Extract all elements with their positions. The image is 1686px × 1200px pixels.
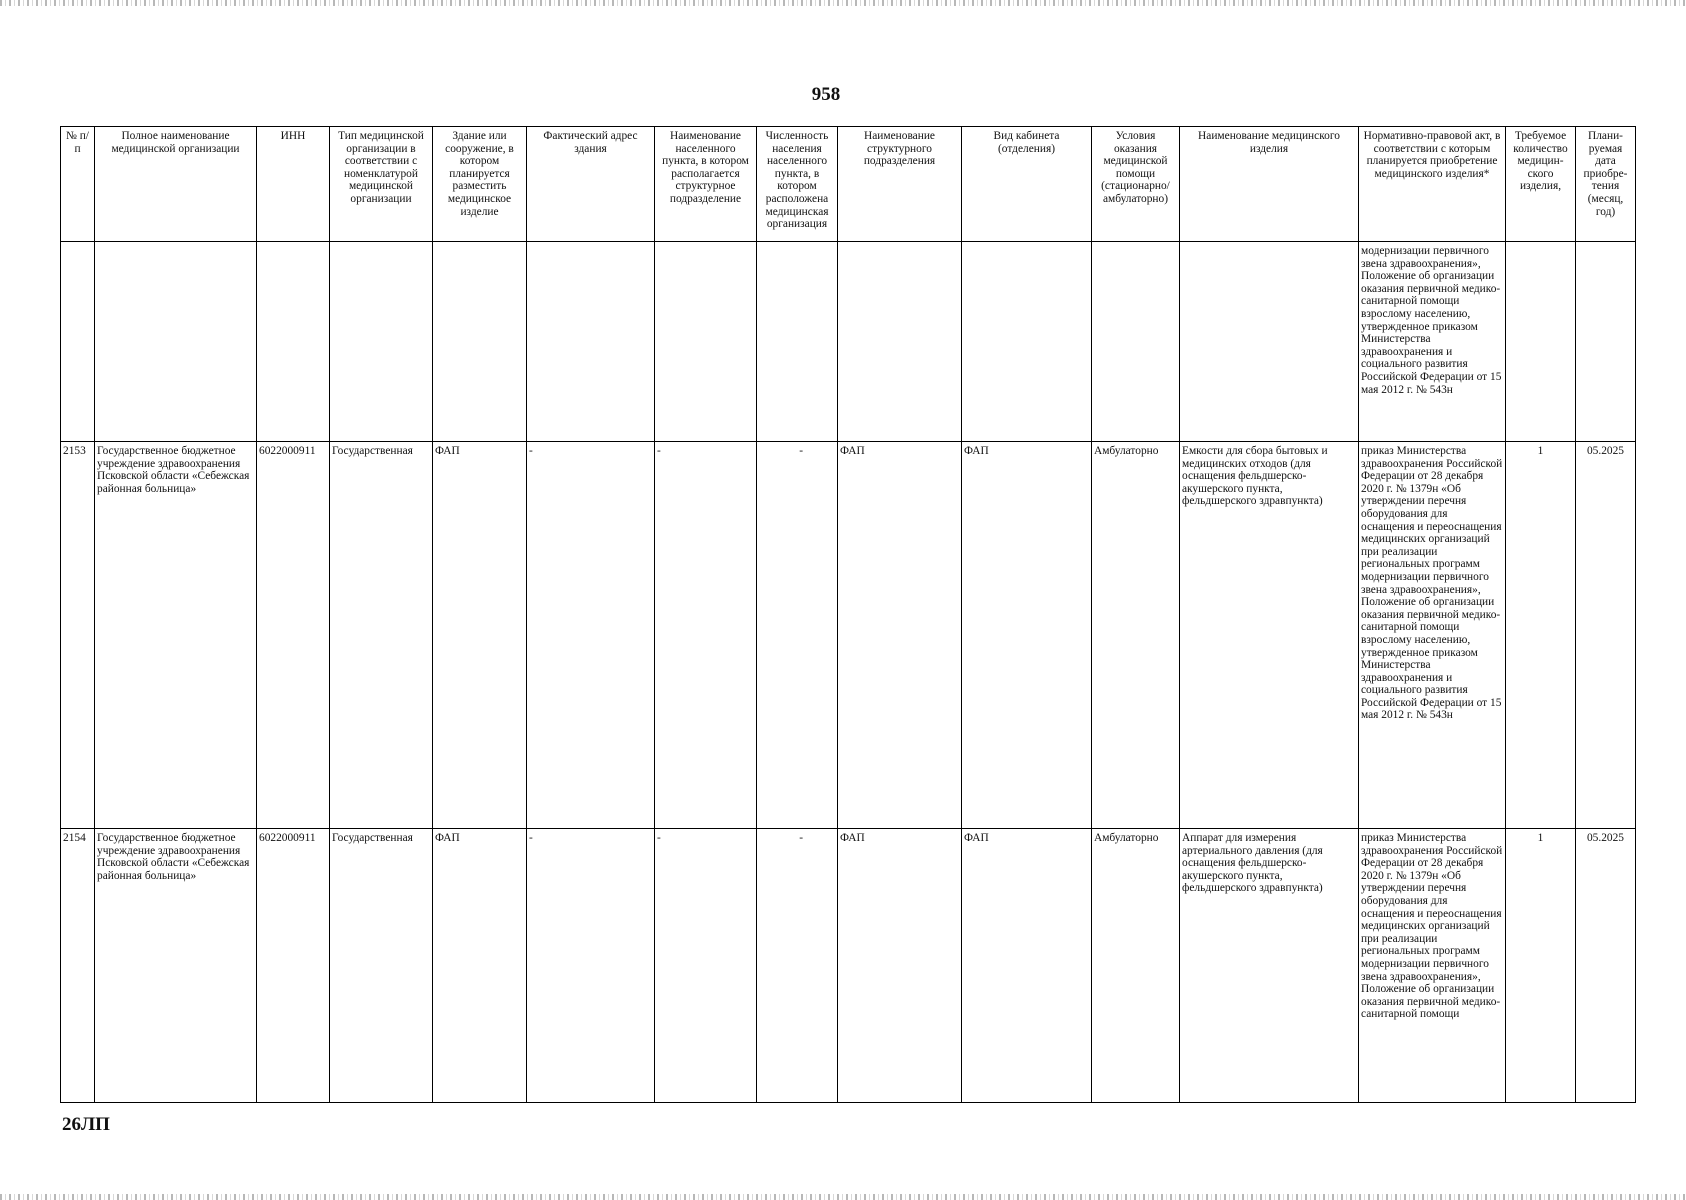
settlement-cell: - [655,829,757,1103]
header-quantity: Требуемое количество медицин-ского изделия, [1506,127,1576,242]
header-inn: ИНН [257,127,330,242]
organization-cell: Государственное бюджетное учреждение здравоохранения Псковской области «Себежская районная больница» [95,829,257,1103]
header-population: Численность населения населенного пункта, в котором расположена медицинская организация [757,127,838,242]
header-cabinet: Вид кабинета (отделения) [962,127,1092,242]
header-number: № п/п [61,127,95,242]
address-cell: - [527,829,655,1103]
medical-equipment-table [60,126,1636,1103]
cabinet-cell: ФАП [962,442,1092,829]
device-cell: Аппарат для измерения артериального давления (для оснащения фельдшерско-акушерского пункта, фельдшерского здравпункта) [1180,829,1359,1103]
table-row [61,442,1636,829]
population-cell: - [757,442,838,829]
header-device: Наименование медицинского изделия [1180,127,1359,242]
date-cell: 05.2025 [1576,829,1636,1103]
header-building: Здание или сооружение, в котором планируется разместить медицинское изделие [433,127,527,242]
row-number: 2154 [61,829,95,1103]
row-number: 2153 [61,442,95,829]
header-subdivision: Наименование структурного подразделения [838,127,962,242]
population-cell: - [757,829,838,1103]
header-org-type: Тип медицинской организации в соответствии с номенклатурой медицинской организации [330,127,433,242]
org-type-cell: Государственная [330,442,433,829]
building-cell: ФАП [433,442,527,829]
subdivision-cell: ФАП [838,442,962,829]
conditions-cell: Амбулаторно [1092,442,1180,829]
header-conditions: Условия оказания медицинской помощи (стационарно/ амбулаторно) [1092,127,1180,242]
table-header-row [61,127,1636,242]
scan-edge-bottom [0,1194,1686,1200]
conditions-cell: Амбулаторно [1092,829,1180,1103]
inn-cell: 6022000911 [257,829,330,1103]
header-legal-act: Нормативно-правовой акт, в соответствии с которым планируется приобретение медицинского изделия* [1359,127,1506,242]
device-cell: Емкости для сбора бытовых и медицинских отходов (для оснащения фельдшерско-акушерского пункта, фельдшерского здравпункта) [1180,442,1359,829]
quantity-cell: 1 [1506,442,1576,829]
quantity-cell: 1 [1506,829,1576,1103]
legal-act-cell: приказ Министерства здравоохранения Российской Федерации от 28 декабря 2020 г. № 1379н «Об утверждении перечня оборудования для оснащения и переоснащения медицинских организаций при реализации региональных программ модернизации первичного звена здравоохранения», Положение об организации оказания первичной медико-санитарной помощи взрослому населению, утвержденное приказом Министерства здравоохранения и социального развития Российской Федерации от 15 мая 2012 г. № 543н [1359,442,1506,829]
header-date: Плани-руемая дата приобре-тения (месяц, год) [1576,127,1636,242]
table-row-continuation [61,242,1636,442]
subdivision-cell: ФАП [838,829,962,1103]
date-cell: 05.2025 [1576,442,1636,829]
cabinet-cell: ФАП [962,829,1092,1103]
scan-edge-top [0,0,1686,6]
building-cell: ФАП [433,829,527,1103]
header-address: Фактический адрес здания [527,127,655,242]
inn-cell: 6022000911 [257,442,330,829]
organization-cell: Государственное бюджетное учреждение здравоохранения Псковской области «Себежская районная больница» [95,442,257,829]
table-row [61,829,1636,1103]
legal-act-cell: модернизации первичного звена здравоохранения», Положение об организации оказания первичной медико-санитарной помощи взрослому населению, утвержденное приказом Министерства здравоохранения и социального развития Российской Федерации от 15 мая 2012 г. № 543н [1359,242,1506,442]
org-type-cell: Государственная [330,829,433,1103]
header-organization: Полное наименование медицинской организации [95,127,257,242]
header-settlement: Наименование населенного пункта, в котором располагается структурное подразделение [655,127,757,242]
page-number: 958 [811,84,841,105]
address-cell: - [527,442,655,829]
footer-code: 26ЛП [62,1114,110,1135]
settlement-cell: - [655,442,757,829]
legal-act-cell: приказ Министерства здравоохранения Российской Федерации от 28 декабря 2020 г. № 1379н «Об утверждении перечня оборудования для оснащения и переоснащения медицинских организаций при реализации региональных программ модернизации первичного звена здравоохранения», Положение об организации оказания первичной медико-санитарной помощи [1359,829,1506,1103]
